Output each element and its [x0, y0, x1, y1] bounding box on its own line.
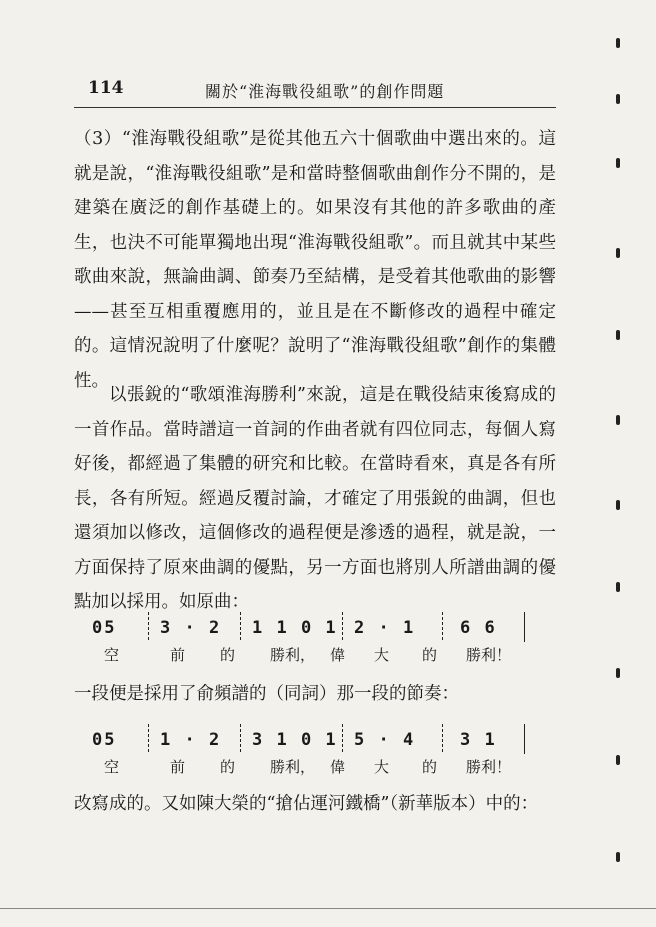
note-group: 3 · 2: [160, 618, 222, 638]
binding-holes: [612, 0, 626, 927]
binding-hole: [616, 500, 620, 510]
binding-hole: [616, 415, 620, 425]
end-bar-line: [524, 612, 525, 642]
bar-line: [148, 612, 150, 640]
page-header: [0, 78, 656, 108]
binding-hole: [616, 38, 620, 48]
bar-line: [240, 612, 242, 640]
score-lyrics: [84, 756, 554, 782]
end-bar-line: [524, 724, 525, 754]
lyric: 空: [104, 758, 120, 776]
bar-line: [442, 612, 444, 640]
lyric: 前: [170, 758, 186, 776]
bar-line: [342, 612, 344, 640]
music-score-rhythm: [84, 722, 554, 782]
binding-hole: [616, 330, 620, 340]
text-line: 改寫成的。又如陳大榮的“搶佔運河鐵橋”（新華版本）中的：: [74, 794, 539, 814]
paragraph-1: [74, 122, 556, 398]
lyric: 大: [374, 646, 390, 664]
lyric: 大: [374, 758, 390, 776]
lyric: 勝利，: [270, 646, 316, 664]
binding-hole: [616, 94, 620, 104]
page-number: 114: [88, 78, 124, 98]
note-group: 1 · 2: [160, 730, 222, 750]
binding-hole: [616, 668, 620, 678]
note-group: 2 · 1: [354, 618, 416, 638]
binding-hole: [616, 582, 620, 592]
header-rule: [74, 107, 556, 108]
score-notes: [84, 610, 554, 644]
lyric: 的: [220, 758, 236, 776]
lyric: 偉: [330, 646, 346, 664]
bar-line: [342, 724, 344, 752]
running-title: 關於“淮海戰役組歌”的創作問題: [205, 82, 445, 101]
note-group: 05: [92, 618, 117, 638]
note-group: 3 1: [460, 730, 497, 750]
lyric: 空: [104, 646, 120, 664]
music-score-original: [84, 610, 554, 670]
note-group: 1 1 0 1: [252, 618, 338, 638]
lyric: 偉: [330, 758, 346, 776]
binding-hole: [616, 248, 620, 258]
note-group: 05: [92, 730, 117, 750]
note-group: 6 6: [460, 618, 497, 638]
score-lyrics: [84, 644, 554, 670]
binding-hole: [616, 158, 620, 168]
note-group: 3 1 0 1: [252, 730, 338, 750]
lyric: 勝利，: [270, 758, 316, 776]
bar-line: [442, 724, 444, 752]
lyric: 勝利！: [466, 758, 512, 776]
bar-line: [148, 724, 150, 752]
text-line: 一段便是採用了俞頻譜的（同詞）那一段的節奏：: [74, 684, 459, 704]
paragraph-text: 以張銳的“歌頌淮海勝利”來說，這是在戰役結束後寫成的一首作品。當時譜這一首詞的作曲者就有四位同志，每個人寫好後，都經過了集體的研究和比較。在當時看來，真是各有所長，各有所短。經過反覆討論，才確定了用張銳的曲調，但也還須加以修改，這個修改的過程便是滲透的過程，就是說，一方面保持了原來曲調的優點，另一方面也將別人所譜曲調的優點加以採用。如原曲：: [74, 385, 556, 612]
score-notes: [84, 722, 554, 756]
lyric: 的: [220, 646, 236, 664]
lyric: 的: [422, 646, 438, 664]
paragraph-text: （3）“淮海戰役組歌”是從其他五六十個歌曲中選出來的。這就是說，“淮海戰役組歌”是和當時整個歌曲創作分不開的，是建築在廣泛的創作基礎上的。如果沒有其他的許多歌曲的產生，也決不可能單獨地出現“淮海戰役組歌”。而且就其中某些歌曲來說，無論曲調、節奏乃至結構，是受着其他歌曲的影響——甚至互相重覆應用的，並且是在不斷修改的過程中確定的。這情況說明了什麼呢？說明了“淮海戰役組歌”創作的集體性。: [74, 129, 556, 391]
page-edge: [0, 908, 656, 909]
lyric: 勝利！: [466, 646, 512, 664]
lyric: 的: [422, 758, 438, 776]
binding-hole: [616, 852, 620, 862]
bar-line: [240, 724, 242, 752]
binding-hole: [616, 755, 620, 765]
paragraph-2: [74, 378, 556, 620]
note-group: 5 · 4: [354, 730, 416, 750]
lyric: 前: [170, 646, 186, 664]
